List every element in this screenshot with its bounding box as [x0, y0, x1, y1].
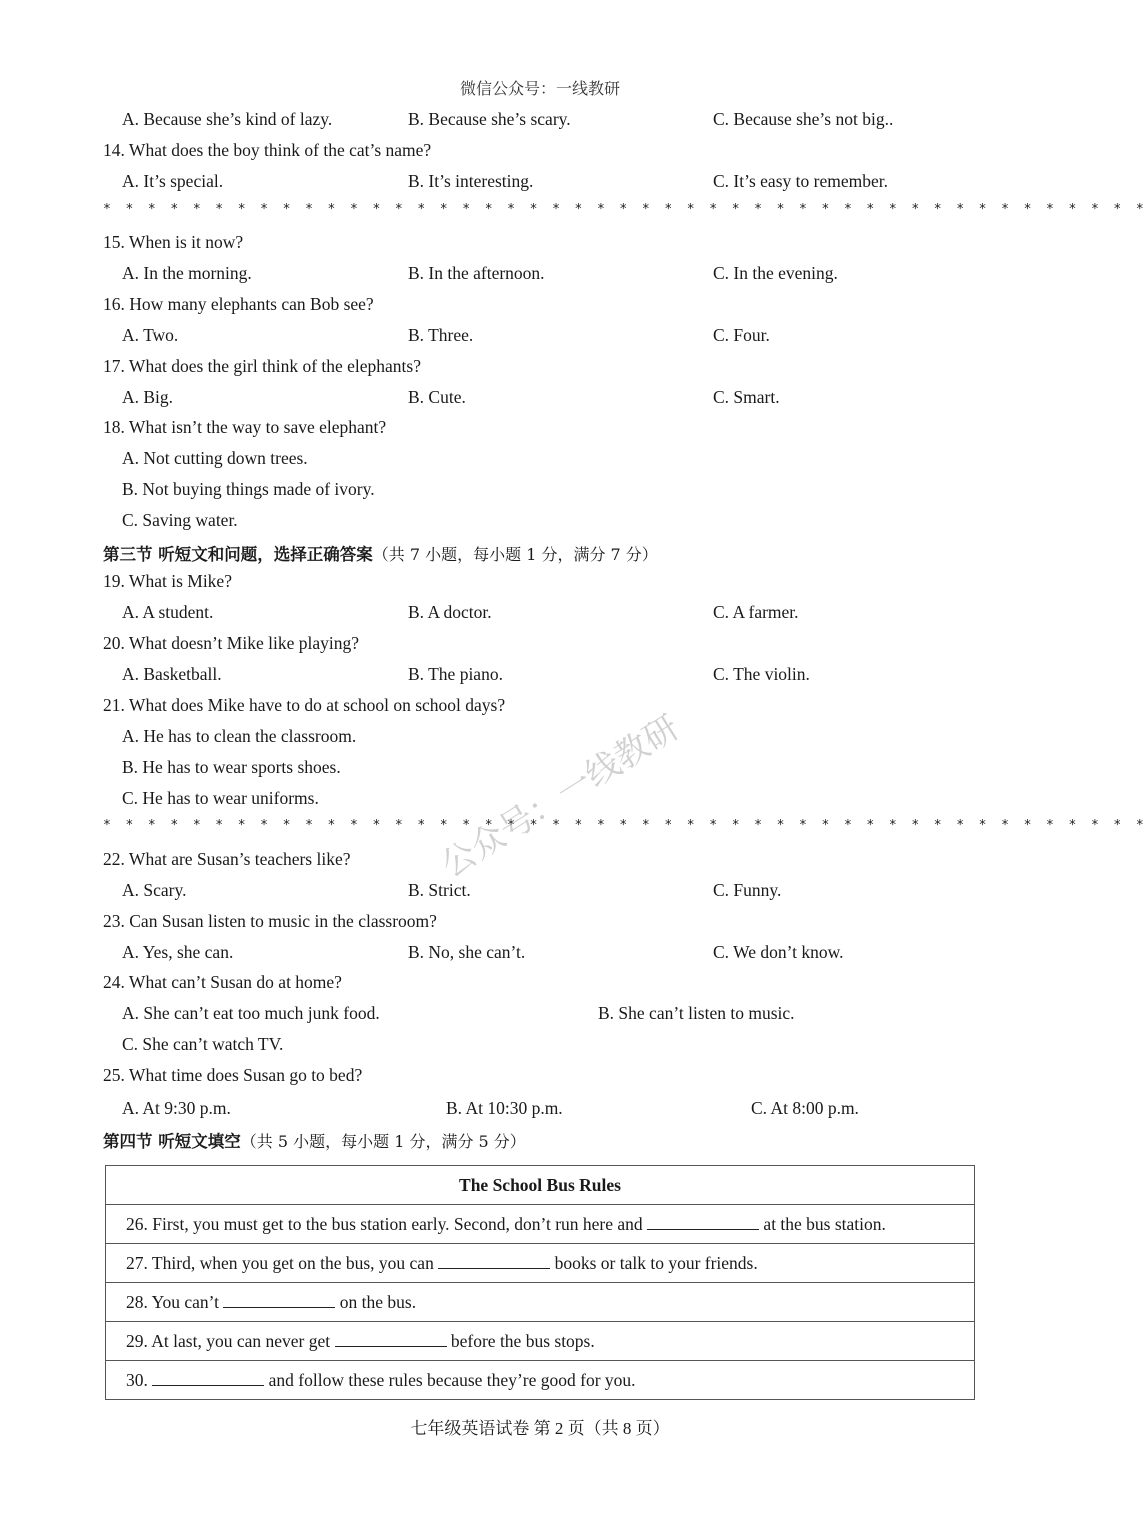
- q17-option-b: B. Cute.: [408, 387, 466, 407]
- table-row: [106, 1205, 975, 1244]
- q20-option-a: A. Basketball.: [122, 664, 222, 684]
- rule-28-text-b: on the bus.: [339, 1291, 417, 1312]
- q20-question: 20. What doesn’t Mike like playing?: [103, 633, 359, 653]
- section-3-title: 第三节 听短文和问题，选择正确答案: [103, 545, 373, 564]
- rule-28-text-a: 28. You can’t: [126, 1291, 220, 1312]
- q19-option-b: B. A doctor.: [408, 602, 492, 622]
- q16-option-b: B. Three.: [408, 325, 474, 345]
- q18-option-c: C. Saving water.: [122, 510, 238, 530]
- q19-option-c: C. A farmer.: [713, 602, 799, 622]
- q25-option-a: A. At 9:30 p.m.: [122, 1098, 231, 1118]
- rule-30-text-a: 30.: [126, 1369, 148, 1390]
- rule-29-text-a: 29. At last, you can never get: [126, 1330, 331, 1351]
- rule-29-text-b: before the bus stops.: [450, 1330, 595, 1351]
- blank-26[interactable]: [647, 1215, 759, 1230]
- q25-question: 25. What time does Susan go to bed?: [103, 1065, 363, 1085]
- q22-option-b: B. Strict.: [408, 880, 471, 900]
- page-header: 微信公众号：一线教研: [459, 81, 620, 98]
- q25-option-c: C. At 8:00 p.m.: [751, 1098, 859, 1118]
- q19-option-a: A. A student.: [122, 602, 214, 622]
- q15-question: 15. When is it now?: [103, 232, 244, 252]
- q21-option-b: B. He has to wear sports shoes.: [122, 757, 341, 777]
- page-footer: 七年级英语试卷 第 2 页（共 8 页）: [410, 1419, 670, 1438]
- q18-question: 18. What isn’t the way to save elephant?: [103, 417, 387, 437]
- q21-question: 21. What does Mike have to do at school on school days?: [103, 695, 506, 715]
- q23-question: 23. Can Susan listen to music in the classroom?: [103, 911, 437, 931]
- q20-option-b: B. The piano.: [408, 664, 503, 684]
- q15-option-b: B. In the afternoon.: [408, 263, 545, 283]
- table-row: [106, 1283, 975, 1322]
- q13-option-a: A. Because she’s kind of lazy.: [122, 109, 333, 129]
- rule-26: [106, 1205, 975, 1244]
- table-row: [106, 1322, 975, 1361]
- q23-option-b: B. No, she can’t.: [408, 942, 526, 962]
- rule-27-text-b: books or talk to your friends.: [554, 1252, 758, 1273]
- section-4-scoring: （共 5 小题，每小题 1 分，满分 5 分）: [240, 1132, 526, 1151]
- q24-option-b: B. She can’t listen to music.: [598, 1003, 795, 1023]
- q25-option-b: B. At 10:30 p.m.: [446, 1098, 563, 1118]
- q23-option-c: C. We don’t know.: [713, 942, 844, 962]
- q16-option-c: C. Four.: [713, 325, 770, 345]
- q23-option-a: A. Yes, she can.: [122, 942, 234, 962]
- q17-option-a: A. Big.: [122, 387, 174, 407]
- q18-option-b: B. Not buying things made of ivory.: [122, 479, 375, 499]
- rule-29: [106, 1322, 975, 1361]
- q14-option-a: A. It’s special.: [122, 171, 224, 191]
- rule-30-text-b: and follow these rules because they’re good for you.: [268, 1369, 636, 1390]
- q22-option-a: A. Scary.: [122, 880, 187, 900]
- section-3-heading: [103, 541, 658, 565]
- separator-stars-2: * * * * * * * * * * * * * * * * * * * * * * * * * * * * * * * * * * * * * * * * * * * * * * *: [103, 818, 1147, 833]
- q24-question: 24. What can’t Susan do at home?: [103, 972, 342, 992]
- q14-question: 14. What does the boy think of the cat’s name?: [103, 140, 432, 160]
- rule-27-text-a: 27. Third, when you get on the bus, you can: [126, 1252, 434, 1273]
- blank-28[interactable]: [223, 1293, 335, 1308]
- q16-option-a: A. Two.: [122, 325, 179, 345]
- q22-option-c: C. Funny.: [713, 880, 782, 900]
- table-row: [106, 1166, 975, 1205]
- separator-stars-1: * * * * * * * * * * * * * * * * * * * * * * * * * * * * * * * * * * * * * * * * * * * * * * *: [103, 202, 1147, 217]
- q15-option-c: C. In the evening.: [713, 263, 838, 283]
- q24-option-c: C. She can’t watch TV.: [122, 1034, 284, 1054]
- q20-option-c: C. The violin.: [713, 664, 810, 684]
- blank-27[interactable]: [438, 1254, 550, 1269]
- blank-29[interactable]: [335, 1332, 447, 1347]
- rule-26-text-a: 26. First, you must get to the bus station early. Second, don’t run here and: [126, 1213, 643, 1234]
- q18-option-a: A. Not cutting down trees.: [122, 448, 308, 468]
- rule-26-text-b: at the bus station.: [763, 1213, 886, 1234]
- q22-question: 22. What are Susan’s teachers like?: [103, 849, 351, 869]
- section-4-title: 第四节 听短文填空: [103, 1132, 241, 1151]
- q13-option-c: C. Because she’s not big..: [713, 109, 894, 129]
- rule-30: [106, 1361, 975, 1400]
- section-4-heading: [103, 1128, 526, 1152]
- q16-question: 16. How many elephants can Bob see?: [103, 294, 374, 314]
- q21-option-a: A. He has to clean the classroom.: [122, 726, 357, 746]
- q15-option-a: A. In the morning.: [122, 263, 252, 283]
- q14-option-c: C. It’s easy to remember.: [713, 171, 888, 191]
- section-3-scoring: （共 7 小题，每小题 1 分，满分 7 分）: [372, 545, 658, 564]
- rule-28: [106, 1283, 975, 1322]
- rule-27: [106, 1244, 975, 1283]
- watermark: 公众号：一线教研: [434, 707, 687, 886]
- bus-rules-table: [105, 1165, 975, 1400]
- table-row: [106, 1361, 975, 1400]
- q19-question: 19. What is Mike?: [103, 571, 232, 591]
- q24-option-a: A. She can’t eat too much junk food.: [122, 1003, 380, 1023]
- q21-option-c: C. He has to wear uniforms.: [122, 788, 319, 808]
- q17-option-c: C. Smart.: [713, 387, 780, 407]
- table-title: The School Bus Rules: [106, 1166, 975, 1205]
- q14-option-b: B. It’s interesting.: [408, 171, 534, 191]
- q17-question: 17. What does the girl think of the elephants?: [103, 356, 421, 376]
- q13-option-b: B. Because she’s scary.: [408, 109, 571, 129]
- blank-30[interactable]: [152, 1371, 264, 1386]
- table-row: [106, 1244, 975, 1283]
